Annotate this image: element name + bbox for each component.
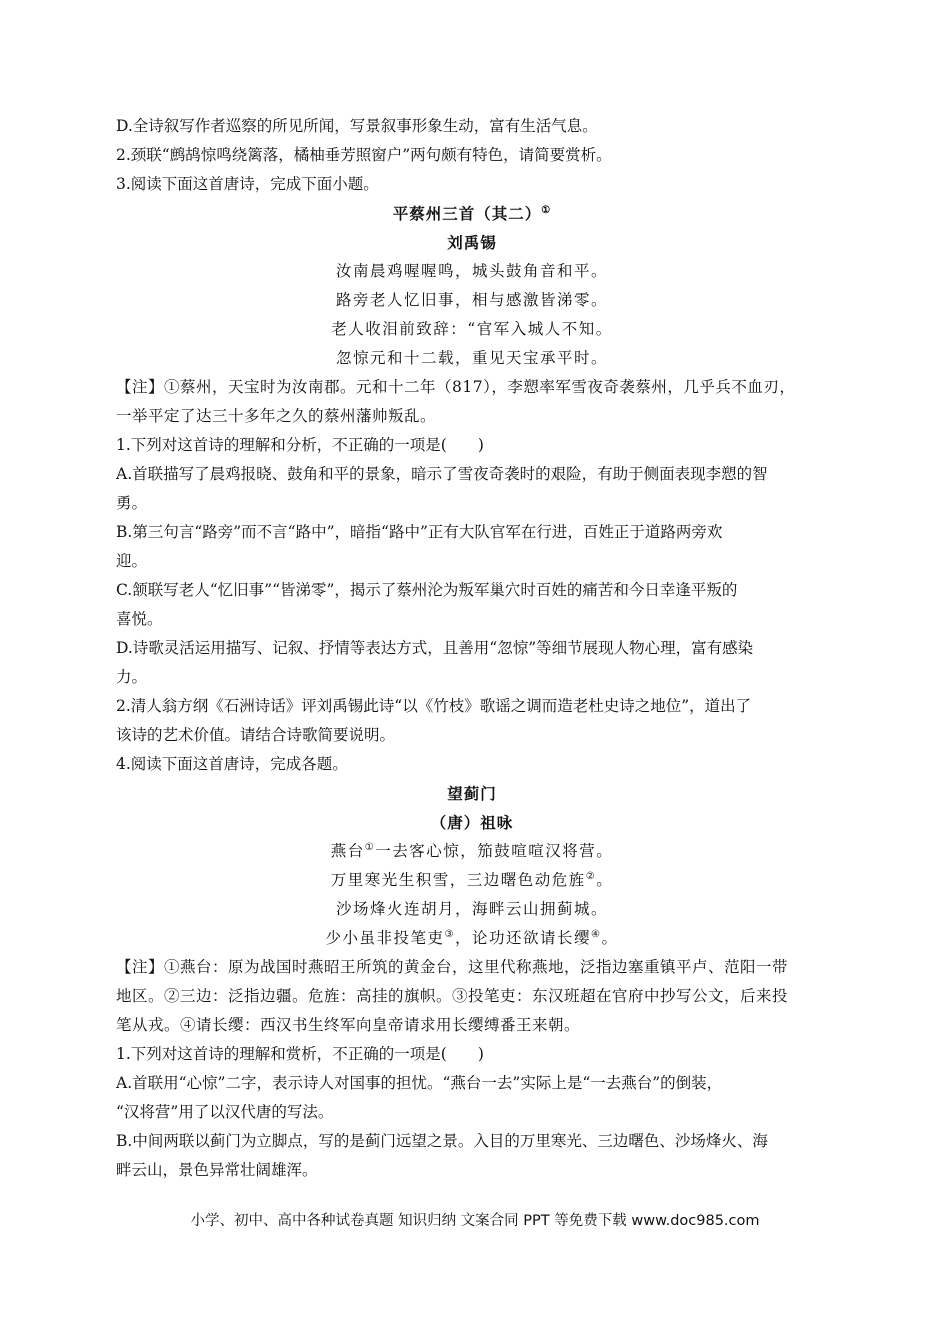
poem1-option-c-cont: 喜悦。: [116, 610, 163, 628]
poem1-line: 老人收泪前致辞：“官军入城人不知。: [331, 320, 613, 338]
footnote-mark: ②: [585, 871, 597, 882]
poem1-option-d: D.诗歌灵活运用描写、记叙、抒情等表达方式，且善用“忽惊”等细节展现人物心理，富有感染: [116, 639, 754, 657]
poem2-author: （唐）祖咏: [430, 813, 514, 832]
footnote-mark: ③: [444, 929, 455, 940]
poem1-title-footnote-mark: ①: [541, 205, 552, 216]
section4-intro: 4.阅读下面这首唐诗，完成各题。: [116, 755, 348, 773]
document-page: [116, 112, 828, 1185]
poem1-option-b-cont: 迎。: [116, 552, 148, 570]
poem2-note-line: 【注】①燕台：原为战国时燕昭王所筑的黄金台，这里代称燕地，泛指边塞重镇平卢、范阳一带: [116, 958, 789, 976]
poem2-option-a: A.首联用“心惊”二字，表示诗人对国事的担忧。“燕台一去”实际上是“一去燕台”的倒装，: [116, 1074, 723, 1092]
q3-option-d: D.全诗叙写作者巡察的所见所闻，写景叙事形象生动，富有生活气息。: [116, 117, 598, 135]
poem1-line: 路旁老人忆旧事，相与感激皆涕零。: [335, 291, 608, 309]
poem1-line: 忽惊元和十二载，重见天宝承平时。: [335, 349, 608, 367]
poem2-line: 万里寒光生积雪，三边曙色动危旌②。: [330, 871, 614, 889]
poem1-title: 平蔡州三首（其二）①: [392, 204, 552, 223]
section3-intro: 3.阅读下面这首唐诗，完成下面小题。: [116, 175, 379, 193]
poem1-question-2: 2.清人翁方纲《石洲诗话》评刘禹锡此诗“以《竹枝》歌谣之调而造老杜史诗之地位”，道出了: [116, 697, 752, 715]
poem2-line: 沙场烽火连胡月，海畔云山拥蓟城。: [335, 900, 608, 918]
poem1-option-d-cont: 力。: [116, 668, 148, 686]
poem2-option-b-cont: 畔云山，景色异常壮阔雄浑。: [116, 1161, 318, 1179]
poem2-option-b: B.中间两联以蓟门为立脚点，写的是蓟门远望之景。入目的万里寒光、三边曙色、沙场烽火、海: [116, 1132, 768, 1150]
poem2-option-a-cont: “汉将营”用了以汉代唐的写法。: [116, 1103, 334, 1121]
poem2-question-1: 1.下列对这首诗的理解和赏析，不正确的一项是( ): [116, 1045, 484, 1063]
poem1-note-line: 一举平定了达三十多年之久的蔡州藩帅叛乱。: [116, 407, 437, 425]
poem1-option-a-cont: 勇。: [116, 494, 148, 512]
q3-question-2: 2.颈联“鹧鸪惊鸣绕篱落，橘柚垂芳照窗户”两句颇有特色，请简要赏析。: [116, 146, 612, 164]
poem1-question-2-cont: 该诗的艺术价值。请结合诗歌简要说明。: [116, 726, 396, 744]
poem1-line: 汝南晨鸡喔喔鸣，城头鼓角音和平。: [335, 262, 608, 280]
poem1-question-1: 1.下列对这首诗的理解和分析，不正确的一项是( ): [116, 436, 484, 454]
poem2-title: 望蓟门: [447, 784, 497, 803]
page-footer: 小学、初中、高中各种试卷真题 知识归纳 文案合同 PPT 等免费下载 www.doc985.com: [190, 1213, 760, 1229]
poem1-option-a: A.首联描写了晨鸡报晓、鼓角和平的景象，暗示了雪夜奇袭时的艰险，有助于侧面表现李愬的智: [116, 465, 768, 483]
poem1-option-c: C.颔联写老人“忆旧事”“皆涕零”，揭示了蔡州沦为叛军巢穴时百姓的痛苦和今日幸逢平叛的: [116, 581, 738, 599]
poem2-line: 少小虽非投笔吏③，论功还欲请长缨④。: [325, 929, 619, 947]
poem1-option-b: B.第三句言“路旁”而不言“路中”，暗指“路中”正有大队官军在行进，百姓正于道路两旁欢: [116, 523, 723, 541]
footnote-mark: ①: [364, 842, 376, 853]
poem2-note-line: 地区。②三边：泛指边疆。危旌：高挂的旗帜。③投笔吏：东汉班超在官府中抄写公文，后来投: [116, 987, 789, 1005]
poem2-note-line: 笔从戎。④请长缨：西汉书生终军向皇帝请求用长缨缚番王来朝。: [116, 1016, 581, 1034]
poem1-author: 刘禹锡: [447, 233, 497, 252]
footnote-mark: ④: [591, 929, 602, 940]
poem1-note-line: 【注】①蔡州，天宝时为汝南郡。元和十二年（817），李愬率军雪夜奇袭蔡州，几乎兵不血刃，: [116, 378, 796, 396]
poem2-line: 燕台①一去客心惊，笳鼓喧喧汉将营。: [330, 842, 614, 860]
